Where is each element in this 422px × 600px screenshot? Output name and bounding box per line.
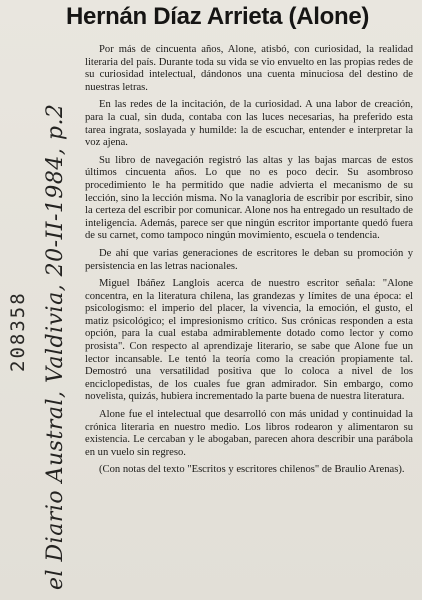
article-paragraph: Alone fue el intelectual que desarrolló con más unidad y continuidad la crónica literaria en nuestro medio. Los libros rodearon y alimentaron su existencia. Le cercaban y le abogaban, parecen ahora describir una parábola en un vuelo sin regreso.: [85, 409, 413, 458]
article-paragraph: Miguel Ibáñez Langlois acerca de nuestro escritor señala: "Alone concentra, en la literatura chilena, las grandezas y límites de una época: el psicologismo: el imperio del placer, la vivencia, la emoción, el gusto, el matiz psicológico; el impresionismo crítico. Sus crónicas responden a esta opción, para la cual estaba admirablemente dotado como lector y como prosista". Con respecto al aprendizaje literario, se sabe que Alone fue un lector incansable. Le tentó la teoría como la creación propiamente tal. Demostró una versatilidad positiva que lo coloca a nivel de los enciclopedistas, de los cuales fue gran admirador. Sin embargo, como novelista, quizás, hubiera incrementado la parte buena de nuestra literatura.: [85, 278, 413, 403]
article-paragraph: Su libro de navegación registró las altas y las bajas marcas de estos últimos cincuenta años. Lo que no es poco decir. Su asombroso procedimiento le ha permitido que nadie advierta el mecanismo de su lección, sino la lección misma. No la vanagloria de escribir por escribir, sino la certeza del escribir por comunicar. Alone nos ha entregado un resultado de inteligencia. Además, parece ser que ningún escritor importante quedó fuera de su carnet, como tampoco ningún movimiento, escuela o tendencia.: [85, 154, 413, 242]
handwritten-source-note: el Diario Austral, Valdivia, 20-II-1984, p.2: [43, 103, 68, 590]
article-source-note: (Con notas del texto "Escritos y escritores chilenos" de Braulio Arenas).: [99, 464, 405, 476]
catalog-stamp-number: 208358: [7, 291, 29, 372]
article-paragraph: Por más de cincuenta años, Alone, atisbó, con curiosidad, la realidad literaria del país. Durante toda su vida se vio envuelto en las propias redes de su curiosidad intelectual, dándonos una cuenta minuciosa del destino de nuestras letras.: [85, 44, 413, 93]
article-paragraph: De ahí que varias generaciones de escritores le deban su promoción y persistencia en las letras nacionales.: [85, 247, 413, 272]
article-paragraph: En las redes de la incitación, de la curiosidad. A una labor de creación, para la cual, sin duda, contaba con las luces necesarias, ha preferido esta tarea ingrata, soslayada y humilde: la de escuchar, entender e interpretar la voz ajena.: [85, 99, 413, 149]
article-body: [85, 44, 413, 477]
article-headline: Hernán Díaz Arrieta (Alone): [66, 3, 370, 30]
